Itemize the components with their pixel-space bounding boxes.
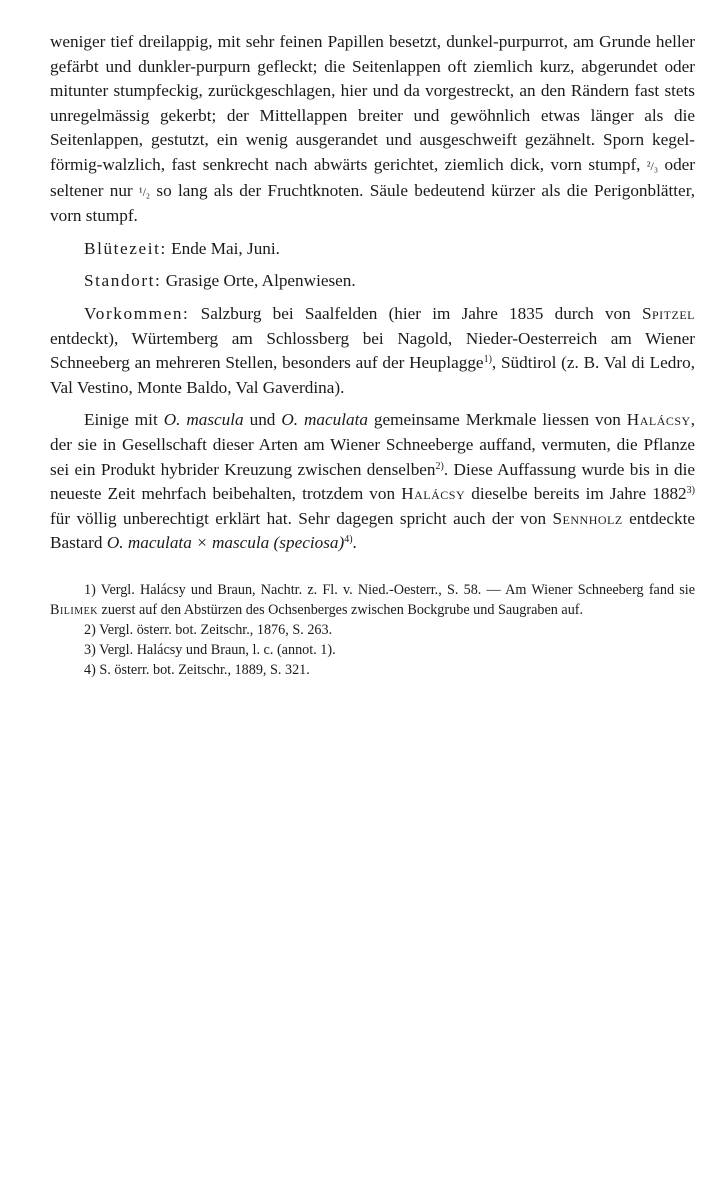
author-name: Halácsy [626, 410, 691, 430]
fraction-two-thirds: ²/₃ [646, 158, 659, 173]
author-name: Bilimek [50, 601, 98, 618]
author-name: Halácsy [401, 484, 466, 504]
paragraph-text: entdeckte Bastard [50, 508, 695, 553]
paragraph-text: gemeinsame Merkmale liessen von [373, 410, 621, 430]
paragraph-text: für völlig unberechtigt erklärt hat. Sehr dagegen spricht auch der von [50, 508, 547, 528]
footnote-text: S. österr. bot. Zeitschr., 1889, S. 321. [99, 661, 310, 678]
author-name: Spitzel [641, 303, 695, 323]
footnote-ref: 1) [483, 354, 492, 366]
vorkommen-text: , Südtirol (z. B. Val di Ledro, Val Vestino, Monte Baldo, Val Gaverdina). [50, 353, 695, 397]
footnote-number: 3) [84, 641, 96, 658]
document-page [50, 30, 695, 680]
footnote-text: Vergl. Halácsy und Braun, Nachtr. z. Fl. v. Nied.-Oesterr., S. 58. — Am Wiener Schneeberg fand sie [100, 581, 695, 598]
description-text: weniger tief dreilappig, mit sehr feinen Papillen besetzt, dunkel-purpurrot, am Grunde heller gefärbt und dunkler-purpurn gefleckt; die Seitenlappen oft ziemlich kurz, abgerundet oder mitunter stumpfeckig, zurückgeschlagen, hier und da vorgestreckt, an den Rändern fast stets unregelmässig gekerbt; der Mittellappen breiter und gewöhnlich etwas länger als die Seitenlappen, gestutzt, ein wenig ausgerandet und ausgeschweift gezähnelt. Sporn kegel-förmig-walzlich, fast senkrecht nach abwärts gerichtet, ziemlich dick, vorn stumpf, [50, 32, 695, 174]
paragraph-text: . [352, 533, 357, 553]
species-name: O. mascula [163, 410, 244, 430]
footnote-3 [50, 640, 695, 660]
bluetezeit-line [50, 237, 695, 262]
footnote-text: zuerst auf den Abstürzen des Ochsenberges zwischen Bockgrube und Saugraben auf. [101, 601, 584, 618]
description-paragraph [50, 30, 695, 229]
vorkommen-paragraph [50, 302, 695, 400]
footnote-4 [50, 660, 695, 680]
bluetezeit-label: Blütezeit: [84, 238, 167, 258]
footnote-2 [50, 620, 695, 640]
paragraph-text: Einige mit [84, 410, 158, 430]
hybrid-paragraph [50, 408, 695, 556]
footnote-ref: 3) [686, 485, 695, 497]
footnote-number: 4) [84, 661, 96, 678]
footnote-number: 1) [84, 581, 96, 598]
fraction-one-half: ¹/₂ [138, 184, 151, 199]
description-text: so lang als der Fruchtknoten. Säule bedeutend kürzer als die Perigonblätter, vorn stumpf. [50, 180, 696, 226]
footnote-number: 2) [84, 621, 96, 638]
vorkommen-text: entdeckt), Würtemberg am Schlossberg bei Nagold, Nieder-Oesterreich am Wiener Schneeberg an mehreren Stellen, besonders auf der Heuplagge [50, 328, 695, 373]
standort-line [50, 269, 695, 294]
paragraph-text: , der sie in Gesellschaft dieser Arten am Wiener Schneeberge auffand, vermuten, die Pflanze sei ein Produkt hybrider Kreuzung zwischen denselben [50, 410, 696, 479]
vorkommen-label: Vorkommen: [84, 303, 190, 323]
bluetezeit-text: Ende Mai, Juni. [171, 238, 280, 258]
paragraph-text: dieselbe bereits im Jahre 1882 [471, 484, 687, 504]
footnotes [50, 580, 695, 680]
standort-label: Standort: [84, 271, 162, 291]
footnote-ref: 4) [344, 534, 353, 546]
description-text: oder seltener nur [50, 154, 696, 200]
footnote-ref: 2) [435, 460, 444, 472]
footnote-text: Vergl. österr. bot. Zeitschr., 1876, S. 263. [99, 621, 333, 638]
species-name: O. maculata [281, 410, 368, 430]
standort-text: Grasige Orte, Alpenwiesen. [165, 271, 356, 291]
vorkommen-text: Salzburg bei Saalfelden (hier im Jahre 1835 durch von [200, 303, 631, 323]
paragraph-text: und [249, 410, 276, 430]
footnote-text: Vergl. Halácsy und Braun, l. c. (annot. 1). [99, 641, 336, 658]
species-name: O. maculata × mascula (speciosa) [106, 533, 345, 553]
footnote-1 [50, 580, 695, 620]
author-name: Sennholz [552, 508, 623, 528]
paragraph-text: . Diese Auffassung wurde bis in die neueste Zeit mehrfach beibehalten, trotzdem von [50, 459, 695, 504]
